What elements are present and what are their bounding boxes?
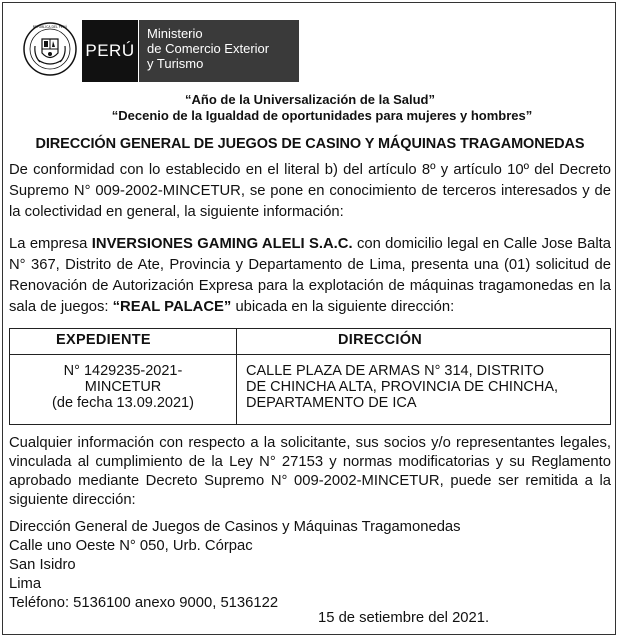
intro-paragraph: De conformidad con lo establecido en el literal b) del artículo 8º y artículo 10º del Decreto Supremo N° 009-2002-MINCETUR, se pone en conocimiento de terceros interesados y de la colectividad en general, la siguiente información: <box>9 162 611 220</box>
contact-address <box>9 518 461 613</box>
peru-logo-box <box>82 20 138 82</box>
seal-text: REPÚBLICA DEL PERÚ <box>32 25 68 29</box>
table-column-divider <box>236 329 237 424</box>
address-line-5: Teléfono: 5136100 anexo 9000, 5136122 <box>9 595 279 611</box>
table-header-divider <box>10 354 610 355</box>
decade-motto: “Decenio de la Igualdad de oportunidades para mujeres y hombres” <box>111 108 533 123</box>
address-line-3: San Isidro <box>9 557 76 573</box>
address-line-2: Calle uno Oeste N° 050, Urb. Córpac <box>9 538 253 554</box>
ministry-line-1: Ministerio <box>147 26 203 41</box>
header-direccion: DIRECCIÓN <box>338 332 423 348</box>
direccion-line-2: DE CHINCHA ALTA, PROVINCIA DE CHINCHA, <box>246 379 559 395</box>
notice-title: DIRECCIÓN GENERAL DE JUEGOS DE CASINO Y MÁQUINAS TRAGAMONEDAS <box>35 136 585 152</box>
expediente-line-2: MINCETUR <box>84 379 162 395</box>
year-motto: “Año de la Universalización de la Salud” <box>185 92 435 107</box>
ministry-line-3: y Turismo <box>147 56 204 71</box>
cell-direccion <box>246 363 602 411</box>
expediente-table <box>9 328 611 425</box>
company-paragraph-part1: La empresa <box>9 236 92 252</box>
address-line-4: Lima <box>9 576 42 592</box>
notice-date: 15 de setiembre del 2021. <box>318 610 490 626</box>
expediente-line-1: N° 1429235-2021- <box>63 363 183 379</box>
address-line-1: Dirección General de Juegos de Casinos y Máquinas Tragamonedas <box>9 519 461 535</box>
ministry-header <box>22 20 299 82</box>
company-name: INVERSIONES GAMING ALELI S.A.C. <box>91 236 353 252</box>
direccion-line-1: CALLE PLAZA DE ARMAS N° 314, DISTRITO <box>246 363 545 379</box>
cell-expediente <box>10 363 236 411</box>
ministry-line-2: de Comercio Exterior <box>147 41 270 56</box>
country-label: PERÚ <box>85 41 135 60</box>
company-paragraph-part3: ubicada en la siguiente dirección: <box>231 299 455 315</box>
direccion-line-3: DEPARTAMENTO DE ICA <box>246 395 417 411</box>
venue-name: “REAL PALACE” <box>112 299 232 315</box>
expediente-line-3: (de fecha 13.09.2021) <box>52 395 194 411</box>
ministry-name-box <box>139 20 299 82</box>
contact-paragraph: Cualquier información con respecto a la solicitante, sus socios y/o representantes legales, vinculada al cumplimiento de la Ley N° 27153 y normas modificatorias y su Reglamento aprobado mediante Decreto Supremo N° 009-2002-MINCETUR, puede ser remitida a la siguiente dirección: <box>9 435 611 508</box>
company-paragraph <box>9 234 611 318</box>
header-expediente: EXPEDIENTE <box>56 332 151 348</box>
coat-of-arms-seal-icon <box>22 20 78 78</box>
company-paragraph-part2: con domicilio legal en Calle Jose Balta N° 367, Distrito de Ate, Provincia y Departamento de Lima, presenta una (01) solicitud de Renovación de Autorización Expresa para la explotación de máquinas tragamonedas en la sala de juegos: <box>9 236 611 315</box>
